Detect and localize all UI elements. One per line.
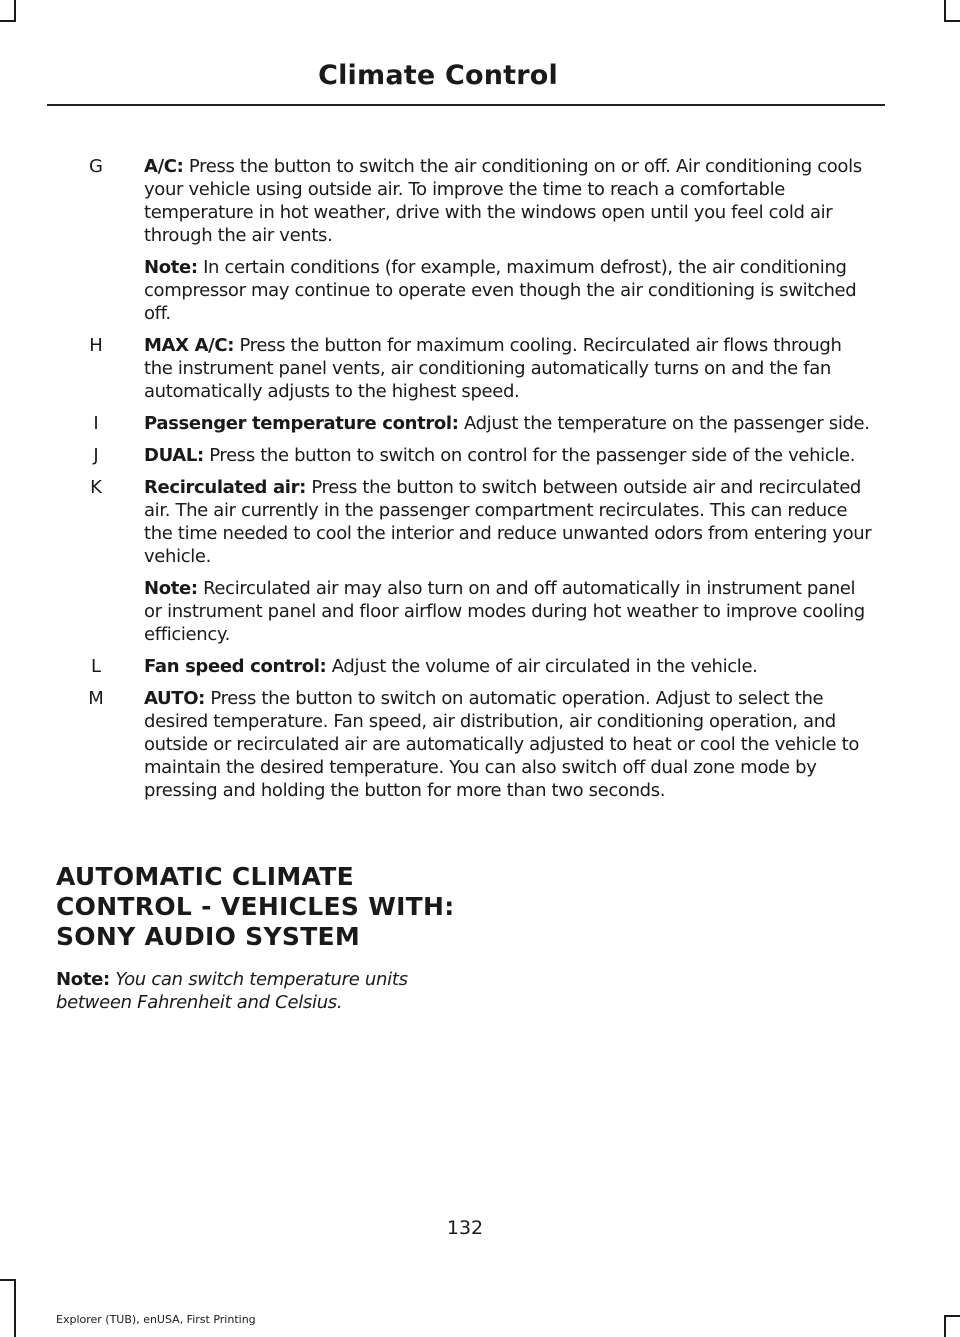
section-heading-line: AUTOMATIC CLIMATE [56, 862, 354, 891]
entry-text [144, 687, 874, 802]
crop-mark-top-right-h [944, 20, 960, 22]
crop-mark-top-right-v [944, 0, 946, 22]
entry-label: AUTO: [144, 688, 206, 709]
section-heading-line: SONY AUDIO SYSTEM [56, 922, 361, 951]
entry-body: Press the button to switch the air conditioning on or off. Air conditioning cools your vehicle using outside air. To improve the time to reach a comfortable temperature in hot weather, drive with the windows open until you feel cold air through the air vents. [144, 156, 862, 246]
crop-mark-top-left-v [14, 0, 16, 22]
crop-mark-bottom-left-h [0, 1279, 16, 1281]
entry-letter: K [90, 477, 102, 498]
entry-text [144, 334, 874, 403]
entry-body: Press the button to switch on control for the passenger side of the vehicle. [203, 445, 856, 466]
entry-letter: M [88, 688, 104, 709]
footer-edition: Explorer (TUB), enUSA, First Printing [56, 1313, 256, 1326]
note-label: Note: [144, 578, 198, 599]
entry-text [144, 476, 874, 568]
crop-mark-top-left-h [0, 20, 16, 22]
section-note [56, 968, 456, 1014]
entry-text [144, 412, 874, 435]
entry-h [0, 334, 960, 403]
note-label: Note: [56, 969, 110, 990]
entry-body: Press the button to switch on automatic operation. Adjust to select the desired temperature. Fan speed, air distribution, air conditioning operation, and outside or recirculated air are automatically adjusted to heat or cool the vehicle to maintain the desired temperature. You can also switch off dual zone mode by pressing and holding the button for more than two seconds. [144, 688, 860, 801]
entry-label: Recirculated air: [144, 477, 306, 498]
entry-text [144, 155, 874, 247]
entry-note [144, 256, 874, 325]
note-label: Note: [144, 257, 198, 278]
entry-label: MAX A/C: [144, 335, 235, 356]
entry-body: Adjust the temperature on the passenger side. [458, 413, 870, 434]
note-body: In certain conditions (for example, maximum defrost), the air conditioning compressor may continue to operate even though the air conditioning is switched off. [144, 257, 857, 324]
entry-k [0, 476, 960, 646]
crop-mark-bottom-right-v [944, 1315, 946, 1337]
entry-note [144, 577, 874, 646]
entry-letter: G [89, 156, 103, 177]
section-heading [56, 862, 476, 952]
crop-mark-bottom-left-v [14, 1279, 16, 1337]
entry-l [0, 655, 960, 678]
entry-text [144, 655, 874, 678]
section-heading-line: CONTROL - VEHICLES WITH: [56, 892, 455, 921]
crop-mark-bottom-right-h [944, 1315, 960, 1317]
entry-text [144, 444, 874, 467]
entry-letter: L [90, 656, 102, 677]
control-descriptions [0, 155, 960, 811]
entry-j [0, 444, 960, 467]
entry-label: Passenger temperature control: [144, 413, 459, 434]
header-rule [47, 104, 885, 106]
entry-letter: J [93, 445, 99, 466]
entry-body: Press the button for maximum cooling. Recirculated air flows through the instrument panel vents, air conditioning automatically turns on and the fan automatically adjusts to the highest speed. [144, 335, 842, 402]
entry-letter: H [89, 335, 103, 356]
entry-g [0, 155, 960, 325]
entry-label: Fan speed control: [144, 656, 327, 677]
note-body: Recirculated air may also turn on and off automatically in instrument panel or instrument panel and floor airflow modes during hot weather to improve cooling efficiency. [144, 578, 865, 645]
entry-i [0, 412, 960, 435]
entry-letter: I [93, 413, 99, 434]
page-number: 132 [446, 1217, 484, 1239]
entry-body: Press the button to switch between outside air and recirculated air. The air currently in the passenger compartment recirculates. This can reduce the time needed to cool the interior and reduce unwanted odors from entering your vehicle. [144, 477, 872, 567]
entry-m [0, 687, 960, 802]
entry-label: A/C: [144, 156, 184, 177]
entry-label: DUAL: [144, 445, 204, 466]
chapter-title: Climate Control [318, 60, 558, 91]
note-body: You can switch temperature units between Fahrenheit and Celsius. [56, 969, 408, 1013]
entry-body: Adjust the volume of air circulated in the vehicle. [326, 656, 758, 677]
